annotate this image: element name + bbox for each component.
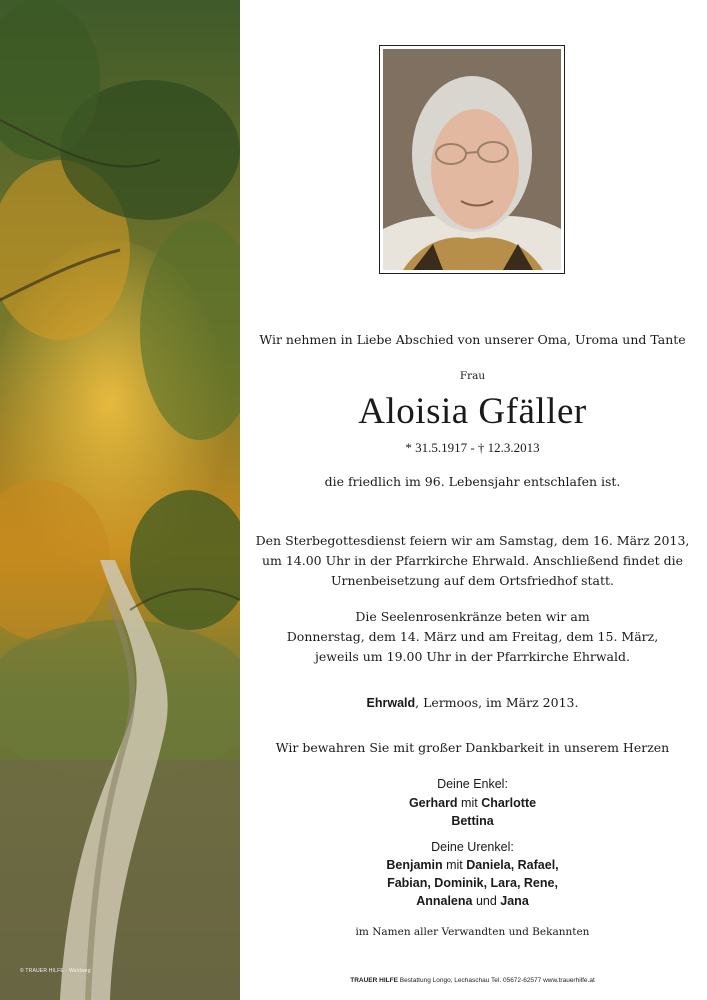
photo-credit: © TRAUER HILFE · Waldweg <box>20 968 91 974</box>
footer-brand: TRAUER HILFE <box>350 977 398 984</box>
deceased-name: Aloisia Gfäller <box>358 391 587 432</box>
life-dates: * 31.5.1917 - † 12.3.2013 <box>405 440 540 455</box>
rosary-text <box>245 607 700 667</box>
place-date <box>245 693 700 713</box>
great-grandchild-name: Annalena <box>416 894 473 908</box>
grandchildren-title: Deine Enkel: <box>437 777 508 791</box>
service-line: Den Sterbegottesdienst feiern wir am Samstag, dem 16. März 2013, <box>255 533 690 548</box>
joiner: mit <box>442 858 467 872</box>
relatives-text: im Namen aller Verwandten und Bekannten <box>355 926 590 938</box>
footer <box>245 977 700 984</box>
forest-path-photo <box>0 0 240 1000</box>
grandchild-name: Gerhard <box>408 796 458 810</box>
intro-text: Wir nehmen in Liebe Abschied von unserer Oma, Uroma und Tante <box>259 332 686 347</box>
great-grandchildren-names <box>245 892 700 911</box>
grandchild-name: Bettina <box>451 814 494 828</box>
grandchild-name: Charlotte <box>481 796 537 810</box>
grandchildren-names <box>245 812 700 831</box>
rosary-line: Die Seelenrosenkränze beten wir am <box>355 609 590 624</box>
peaceful-text: die friedlich im 96. Lebensjahr entschlafen ist. <box>324 474 621 489</box>
great-grandchild-name: Fabian, Dominik, Lara, Rene, <box>387 876 558 890</box>
great-grandchild-name: Jana <box>500 894 529 908</box>
great-grandchildren-names <box>245 874 700 893</box>
service-line: Urnenbeisetzung auf dem Ortsfriedhof statt. <box>331 573 614 588</box>
footer-details: Bestattung Longo, Lechaschau Tel. 05672-62577 www.trauerhilfe.at <box>397 977 595 984</box>
joiner: mit <box>457 796 482 810</box>
great-grandchild-name: Daniela, Rafael, <box>466 858 559 872</box>
rosary-line: jeweils um 19.00 Uhr in der Pfarrkirche Ehrwald. <box>315 649 630 664</box>
gratitude-text: Wir bewahren Sie mit großer Dankbarkeit in unserem Herzen <box>275 740 670 755</box>
service-line: um 14.00 Uhr in der Pfarrkirche Ehrwald. Anschließend findet die <box>261 553 684 568</box>
grandchildren-names <box>245 794 700 813</box>
rosary-line: Donnerstag, dem 14. März und am Freitag, dem 15. März, <box>286 629 659 644</box>
portrait-photo <box>379 45 565 274</box>
place-name: Ehrwald <box>366 696 416 710</box>
great-grandchildren-title: Deine Urenkel: <box>431 840 514 854</box>
funeral-service-text <box>245 531 700 591</box>
salutation: Frau <box>459 370 486 382</box>
place-date-rest: , Lermoos, im März 2013. <box>415 695 579 710</box>
great-grandchild-name: Benjamin <box>386 858 443 872</box>
great-grandchildren-names <box>245 856 700 875</box>
joiner: und <box>472 894 501 908</box>
